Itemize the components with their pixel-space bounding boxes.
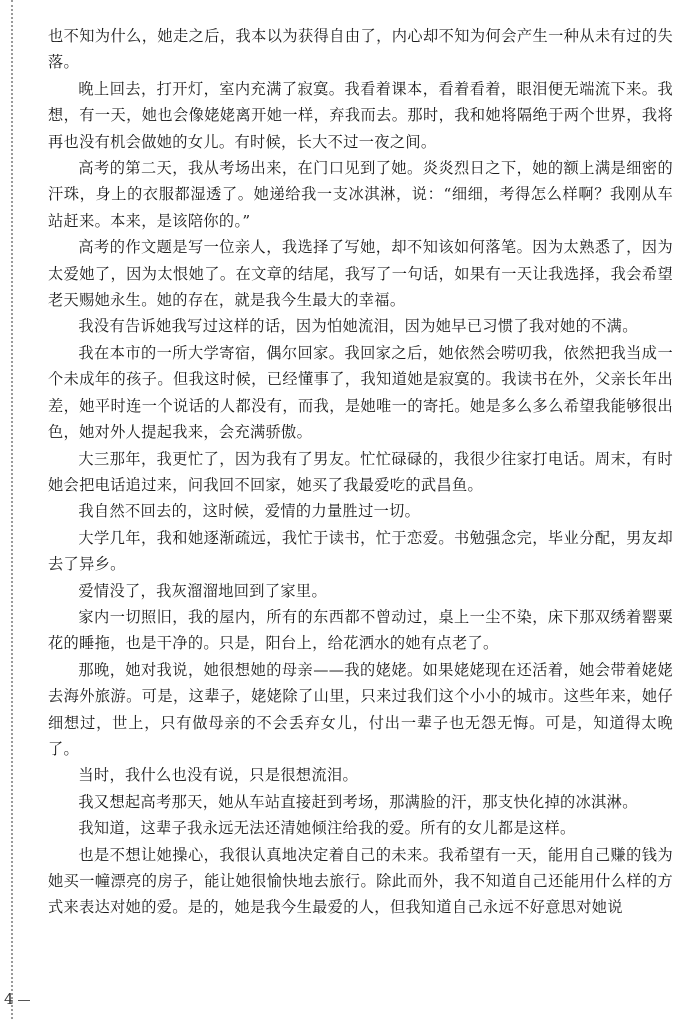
paragraph: 我又想起高考那天，她从车站直接赶到考场，那满脸的汗，那支快化掉的冰淇淋。: [78, 792, 638, 811]
paragraph: 我知道，这辈子我永远无法还清她倾注给我的爱。所有的女儿都是这样。: [78, 819, 576, 838]
paragraph: 大学几年，我和她逐渐疏远，我忙于读书，忙于恋爱。书勉强念完，毕业分配，男友却去了异乡。: [48, 528, 673, 574]
page-number: 4: [4, 990, 14, 1008]
paragraph: 那晚，她对我说，她很想她的母亲——我的姥姥。如果姥姥现在还活着，她会带着姥姥去海外旅游。可是，这辈子，姥姥除了山里，只来过我们这个小小的城市。这些年来，她仔细想过，世上，只有做母亲的不会丢弃女儿，付出一辈子也无怨无悔。可是，知道得太晚了。: [48, 660, 673, 758]
paragraph: 爱情没了，我灰溜溜地回到了家里。: [78, 581, 327, 600]
paragraph: 我自然不回去的，这时候，爱情的力量胜过一切。: [78, 502, 421, 521]
page-footer: [4, 990, 30, 1008]
paragraph-continued: 也不知为什么，她走之后，我本以为获得自由了，内心却不知为何会产生一种从未有过的失落。: [48, 27, 673, 72]
paragraph: 我在本市的一所大学寄宿，偶尔回家。我回家之后，她依然会唠叨我，依然把我当成一个未成年的孩子。但我这时候，已经懂事了，我知道她是寂寞的。我读书在外，父亲长年出差，她平时连一个说话的人都没有，而我，是她唯一的寄托。她是多么多么希望我能够很出色，她对外人提起我来，会充满骄傲。: [48, 343, 673, 442]
footer-dash: [18, 1000, 30, 1001]
paragraph-continues-next-page: 也是不想让她操心，我很认真地决定着自己的未来。我希望有一天，能用自己赚的钱为她买一幢漂亮的房子，能让她很愉快地去旅行。除此而外，我不知道自己还能用什么样的方式来表达对她的爱。是的，她是我今生最爱的人，但我知道自己永远不好意思对她说: [48, 845, 673, 917]
paragraph: 家内一切照旧，我的屋内，所有的东西都不曾动过，桌上一尘不染，床下那双绣着罂粟花的睡拖，也是干净的。只是，阳台上，给花洒水的她有点老了。: [48, 607, 673, 653]
paragraph: 高考的第二天，我从考场出来，在门口见到了她。炎炎烈日之下，她的额上满是细密的汗珠，身上的衣服都湿透了。她递给我一支冰淇淋，说：“细细，考得怎么样啊？我刚从车站赶来。本来，是该陪你的。”: [48, 159, 673, 230]
paragraph: 我没有告诉她我写过这样的话，因为怕她流泪，因为她早已习惯了我对她的不满。: [78, 317, 638, 336]
article-body: [48, 23, 673, 921]
paragraph: 大三那年，我更忙了，因为我有了男友。忙忙碌碌的，我很少往家打电话。周末，有时她会把电话追过来，问我回不回家，她买了我最爱吃的武昌鱼。: [48, 449, 673, 494]
paragraph: 高考的作文题是写一位亲人，我选择了写她，却不知该如何落笔。因为太熟悉了，因为太爱她了，因为太恨她了。在文章的结尾，我写了一句话，如果有一天让我选择，我会希望老天赐她永生。她的存在，就是我今生最大的幸福。: [48, 238, 673, 310]
binding-margin-dotted-line: [11, 0, 13, 1019]
paragraph: 当时，我什么也没有说，只是很想流泪。: [78, 766, 359, 785]
paragraph: 晚上回去，打开灯，室内充满了寂寞。我看着课本，看着看着，眼泪便无端流下来。我想，有一天，她也会像姥姥离开她一样，弃我而去。那时，我和她将隔绝于两个世界，我将再也没有机会做她的女儿。有时候，长大不过一夜之间。: [48, 79, 673, 151]
